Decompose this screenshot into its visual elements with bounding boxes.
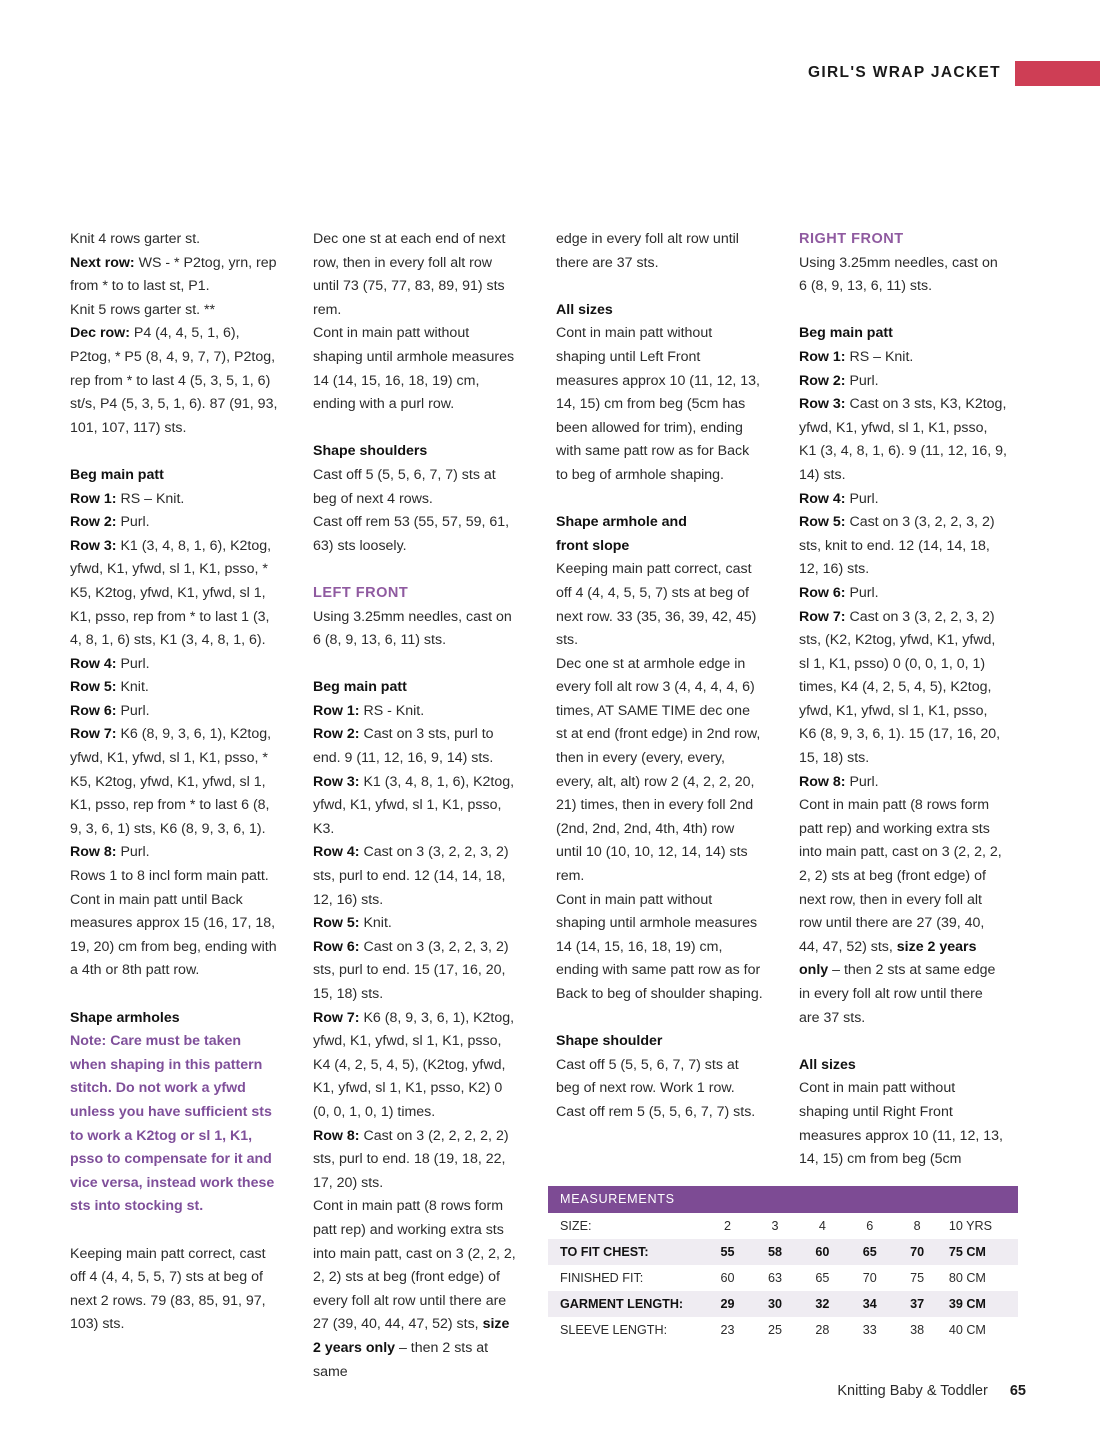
row-2-label: Row 2:	[70, 514, 117, 531]
page-title: GIRL'S WRAP JACKET	[807, 64, 1001, 81]
rf-row-7-label: Row 7:	[799, 608, 846, 625]
page-number: 65	[1009, 1383, 1026, 1399]
cell-value: 23	[706, 1317, 753, 1343]
shoulder-cast-off-rem-text: Cast off rem 53 (55, 57, 59, 61, 63) sts loosely.	[313, 514, 510, 554]
rf-row-2-text: Purl.	[845, 372, 879, 389]
rf-row-3-label: Row 3:	[799, 396, 846, 413]
next-row-label: Next row:	[70, 254, 135, 271]
rf-row-5-text: Cast on 3 (3, 2, 2, 3, 2) sts, knit to end. 12 (14, 14, 18, 12, 16) sts.	[799, 514, 995, 578]
cell-value: 40 CM	[943, 1317, 1018, 1343]
lf-row-3-text: K1 (3, 4, 8, 1, 6), K2tog, yfwd, K1, yfwd, sl 1, K1, psso, K3.	[313, 773, 515, 837]
lf-row-7-text: K6 (8, 9, 3, 6, 1), K2tog, yfwd, K1, yfwd, sl 1, K1, psso, K4 (4, 2, 5, 4, 5), (K2tog, yfwd, K1, yfwd, sl 1, K1, psso, K2) 0 (0, 0, 1, 0, 1) times.	[313, 1009, 515, 1120]
row-4-text: Purl.	[116, 655, 150, 672]
next-row-text: WS - * P2tog, yrn, rep from * to to last st, P1.	[70, 254, 277, 295]
heading-all-sizes-lf: All sizes	[556, 301, 613, 318]
pattern-note: Note: Care must be taken when shaping in this pattern stitch. Do not work a yfwd unless you have sufficient sts to work a K2tog or sl 1, K1, psso to compensate for it and vice versa, instead work these sts into stocking st.	[70, 1033, 275, 1215]
lf-row-5-text: Knit.	[359, 915, 392, 932]
lf-edge-continuation-text: edge in every foll alt row until there are 37 sts.	[556, 231, 739, 271]
back-dec-text: Dec one st at each end of next row, then in every foll alt row until 73 (75, 77, 83, 89, 91) sts rem.	[313, 231, 506, 318]
row-label: FINISHED FIT:	[548, 1265, 706, 1291]
page-footer	[0, 1383, 1026, 1399]
measurements-table	[548, 1186, 1018, 1359]
lf-row-6-text: Cast on 3 (3, 2, 2, 3, 2) sts, purl to end. 15 (17, 16, 20, 15, 18) sts.	[313, 938, 509, 1002]
dec-row-label: Dec row:	[70, 325, 130, 342]
cell-value: 65	[801, 1265, 848, 1291]
back-main-patt-rows	[70, 488, 278, 983]
intro-line-3: Knit 5 rows garter st. **	[70, 301, 216, 318]
cell-value: 75	[895, 1265, 942, 1291]
heading-line-1: Shape armhole and	[556, 514, 687, 531]
column-2	[313, 228, 521, 1384]
right-front-rows	[799, 346, 1007, 1030]
row-7-text: K6 (8, 9, 3, 6, 1), K2tog, yfwd, K1, yfwd, sl 1, K1, psso, * K5, K2tog, yfwd, K1, yfwd, sl 1, K1, psso, rep from * to last 6 (8, 9, 3, 6, 1) sts, K6 (8, 9, 3, 6, 1).	[70, 726, 272, 837]
cell-size-6: 6	[848, 1213, 895, 1239]
lf-all-sizes-text: Cont in main patt without shaping until Left Front measures approx 10 (11, 12, 13, 14, 15) cm from beg (5cm has been allowed for trim), ending with same patt row as for Back to beg of armhole shaping.	[556, 325, 760, 483]
heading-shape-shoulders: Shape shoulders	[313, 443, 428, 460]
cell-value: 70	[895, 1239, 942, 1265]
lf-row-6-label: Row 6:	[313, 938, 360, 955]
after-rows-text: Rows 1 to 8 incl form main patt. Cont in main patt until Back measures approx 15 (16, 17, 18, 19, 20) cm from beg, ending with a 4th or 8th patt row.	[70, 868, 277, 979]
row-5-label: Row 5:	[70, 679, 117, 696]
intro-line-1: Knit 4 rows garter st.	[70, 231, 201, 247]
row-4-label: Row 4:	[70, 655, 117, 672]
lf-cont-text-b: – then 2 sts at same	[313, 1339, 489, 1380]
rf-row-6-label: Row 6:	[799, 584, 846, 601]
cell-value: 28	[801, 1317, 848, 1343]
rf-cont-text-a: Cont in main patt (8 rows form patt rep) and working extra sts into main patt, cast on 3 (2, 2, 2, 2, 2) sts at beg (front edge) of next row, then in every foll alt row until there are 27 (39, 40, 44, 47, 52) sts,	[799, 797, 1002, 955]
cell-value: 60	[706, 1265, 753, 1291]
lf-row-7-label: Row 7:	[313, 1009, 360, 1026]
row-1-label: Row 1:	[70, 490, 117, 507]
heading-all-sizes-rf: All sizes	[799, 1056, 856, 1073]
cell-size-8: 8	[895, 1213, 942, 1239]
row-label: GARMENT LENGTH:	[548, 1291, 706, 1317]
row-label: SLEEVE LENGTH:	[548, 1317, 706, 1343]
heading-shape-armhole-front-slope	[556, 511, 764, 558]
row-label: SIZE:	[548, 1213, 706, 1239]
row-5-text: Knit.	[116, 679, 149, 696]
header-accent-bar	[1015, 61, 1100, 86]
rf-row-4-label: Row 4:	[799, 490, 846, 507]
heading-shape-shoulder-lf: Shape shoulder	[556, 1033, 663, 1050]
cell-value: 38	[895, 1317, 942, 1343]
heading-beg-main-patt-lf: Beg main patt	[313, 679, 407, 696]
cell-value: 58	[753, 1239, 800, 1265]
row-2-text: Purl.	[116, 514, 150, 531]
rf-row-8-text: Purl.	[845, 773, 879, 790]
row-6-text: Purl.	[116, 702, 150, 719]
cell-value: 80 CM	[943, 1265, 1018, 1291]
lf-row-8-label: Row 8:	[313, 1127, 360, 1144]
cell-value: 33	[848, 1317, 895, 1343]
left-front-cast-on-text: Using 3.25mm needles, cast on 6 (8, 9, 13, 6, 11) sts.	[313, 608, 512, 649]
paragraph-intro	[70, 228, 278, 440]
cell-value: 34	[848, 1291, 895, 1317]
back-cont-text: Cont in main patt without shaping until armhole measures 14 (14, 15, 16, 18, 19) cm, ending with a purl row.	[313, 325, 515, 413]
rf-cont-text-b: – then 2 sts at same edge in every foll alt row until there are 37 sts.	[799, 962, 996, 1026]
lf-armhole-cast-off-text: Keeping main patt correct, cast off 4 (4, 4, 5, 5, 7) sts at beg of next row. 33 (35, 36, 39, 42, 45) sts.	[556, 561, 757, 649]
cell-size-2: 2	[706, 1213, 753, 1239]
cell-value: 63	[753, 1265, 800, 1291]
cell-value: 65	[848, 1239, 895, 1265]
left-front-rows	[313, 700, 521, 1384]
rf-row-4-text: Purl.	[845, 490, 879, 507]
rf-all-sizes-text: Cont in main patt without shaping until Right Front measures approx 10 (11, 12, 13, 14, 15) cm from beg (5cm	[799, 1080, 1003, 1168]
table-row	[548, 1317, 1018, 1343]
cell-value: 30	[753, 1291, 800, 1317]
rf-row-1-text: RS – Knit.	[845, 348, 914, 365]
lf-row-2-text: Cast on 3 sts, purl to end. 9 (11, 12, 16, 9, 14) sts.	[313, 726, 494, 767]
section-left-front: LEFT FRONT	[313, 584, 409, 601]
lf-shoulder-text: Cast off 5 (5, 5, 6, 7, 7) sts at beg of next row. Work 1 row.	[556, 1056, 739, 1097]
lf-row-2-label: Row 2:	[313, 726, 360, 743]
row-1-text: RS – Knit.	[116, 490, 185, 507]
lf-row-5-label: Row 5:	[313, 915, 360, 932]
cell-size-4: 4	[801, 1213, 848, 1239]
heading-beg-main-patt-rf: Beg main patt	[799, 325, 893, 342]
cell-size-3: 3	[753, 1213, 800, 1239]
table-row	[548, 1265, 1018, 1291]
cell-value: 32	[801, 1291, 848, 1317]
cell-value: 39 CM	[943, 1291, 1018, 1317]
cell-value: 29	[706, 1291, 753, 1317]
heading-shape-armholes: Shape armholes	[70, 1009, 180, 1026]
cell-value: 55	[706, 1239, 753, 1265]
row-8-label: Row 8:	[70, 844, 117, 861]
cell-value: 37	[895, 1291, 942, 1317]
rf-row-5-label: Row 5:	[799, 514, 846, 531]
cell-value: 25	[753, 1317, 800, 1343]
lf-size-2-years-bold: size 2 years only	[313, 1316, 510, 1356]
cell-value: 70	[848, 1265, 895, 1291]
rf-row-7-text: Cast on 3 (3, 2, 2, 3, 2) sts, (K2, K2tog, yfwd, K1, yfwd, sl 1, K1, psso) 0 (0, 0, 1, 0, 1) times, K4 (4, 2, 5, 4, 5), K2tog, yfwd, K1, yfwd, sl 1, K1, psso, K6 (8, 9, 3, 6, 1). 15 (17, 16, 20, 15, 18) sts.	[799, 608, 1001, 767]
measurements-caption: MEASUREMENTS	[548, 1186, 1018, 1213]
lf-row-3-label: Row 3:	[313, 773, 360, 790]
cell-size-10: 10 YRS	[943, 1213, 1018, 1239]
column-1	[70, 228, 278, 1384]
row-3-text: K1 (3, 4, 8, 1, 6), K2tog, yfwd, K1, yfwd, sl 1, K1, psso, * K5, K2tog, yfwd, K1, yfwd, sl 1, K1, psso, rep from * to last 1 (3, 4, 8, 1, 6) sts, K1 (3, 4, 8, 1, 6).	[70, 537, 272, 649]
dec-row-text: P4 (4, 4, 5, 1, 6), P2tog, * P5 (8, 4, 9, 7, 7), P2tog, rep from * to last 4 (5, 3, 5, 1, 6) st/s, P4 (5, 3, 5, 1, 6). 87 (91, 93, 101, 107, 117) sts.	[70, 325, 278, 436]
rf-size-2-years-bold: size 2 years only	[799, 938, 977, 979]
page-header	[0, 60, 1100, 86]
heading-beg-main-patt: Beg main patt	[70, 466, 164, 483]
rf-row-1-label: Row 1:	[799, 348, 846, 365]
rf-row-6-text: Purl.	[845, 584, 879, 601]
book-title: Knitting Baby & Toddler	[837, 1383, 988, 1399]
table-spacer-row	[548, 1343, 1018, 1359]
lf-row-1-label: Row 1:	[313, 702, 360, 719]
row-3-label: Row 3:	[70, 537, 117, 554]
measurements-body	[548, 1213, 1018, 1359]
table-row	[548, 1291, 1018, 1317]
rf-row-3-text: Cast on 3 sts, K3, K2tog, yfwd, K1, yfwd, sl 1, K1, psso, K1 (3, 4, 8, 1, 6). 9 (11, 12, 16, 9, 14) sts.	[799, 396, 1007, 483]
rf-row-8-label: Row 8:	[799, 773, 846, 790]
keeping-main-patt-text: Keeping main patt correct, cast off 4 (4, 4, 5, 5, 7) sts at beg of next 2 rows. 79 (83, 85, 91, 97, 103) sts.	[70, 1245, 266, 1333]
lf-row-4-text: Cast on 3 (3, 2, 2, 3, 2) sts, purl to end. 12 (14, 14, 18, 12, 16) sts.	[313, 844, 509, 908]
lf-row-8-text: Cast on 3 (2, 2, 2, 2, 2) sts, purl to end. 18 (19, 18, 22, 17, 20) sts.	[313, 1127, 509, 1191]
table-row	[548, 1239, 1018, 1265]
rf-row-2-label: Row 2:	[799, 372, 846, 389]
row-label: TO FIT CHEST:	[548, 1239, 706, 1265]
right-front-cast-on-text: Using 3.25mm needles, cast on 6 (8, 9, 13, 6, 11) sts.	[799, 254, 998, 295]
lf-row-4-label: Row 4:	[313, 844, 360, 861]
table-row	[548, 1213, 1018, 1239]
lf-cont-text-a: Cont in main patt (8 rows form patt rep) and working extra sts into main patt, cast on 3 (2, 2, 2, 2, 2) sts at beg (front edge) of every foll alt row until there are 27 (39, 40, 44, 47, 52) sts,	[313, 1198, 516, 1333]
shoulder-cast-off-text: Cast off 5 (5, 5, 6, 7, 7) sts at beg of next 4 rows.	[313, 466, 496, 507]
section-right-front: RIGHT FRONT	[799, 231, 904, 247]
lf-armhole-cont-text: Cont in main patt without shaping until armhole measures 14 (14, 15, 16, 18, 19) cm, ending with same patt row as for Back to beg of shoulder shaping.	[556, 891, 763, 1002]
lf-row-1-text: RS - Knit.	[359, 702, 425, 719]
heading-line-2: front slope	[556, 537, 630, 554]
lf-armhole-dec-text: Dec one st at armhole edge in every foll alt row 3 (4, 4, 4, 4, 6) times, AT SAME TIME dec one st at end (front edge) in 2nd row, then in every (every, every, every, alt, alt) row 2 (4, 2, 2, 20, 21) times, then in every foll 2nd (2nd, 2nd, 2nd, 4th, 4th) row until 10 (10, 10, 12, 14, 14) sts rem.	[556, 655, 761, 885]
row-6-label: Row 6:	[70, 702, 117, 719]
cell-value: 60	[801, 1239, 848, 1265]
table-spacer-cell	[548, 1343, 1018, 1359]
lf-shoulder-rem-text: Cast off rem 5 (5, 5, 6, 7, 7) sts.	[556, 1103, 756, 1120]
cell-value: 75 CM	[943, 1239, 1018, 1265]
row-8-text: Purl.	[116, 844, 150, 861]
row-7-label: Row 7:	[70, 726, 117, 743]
